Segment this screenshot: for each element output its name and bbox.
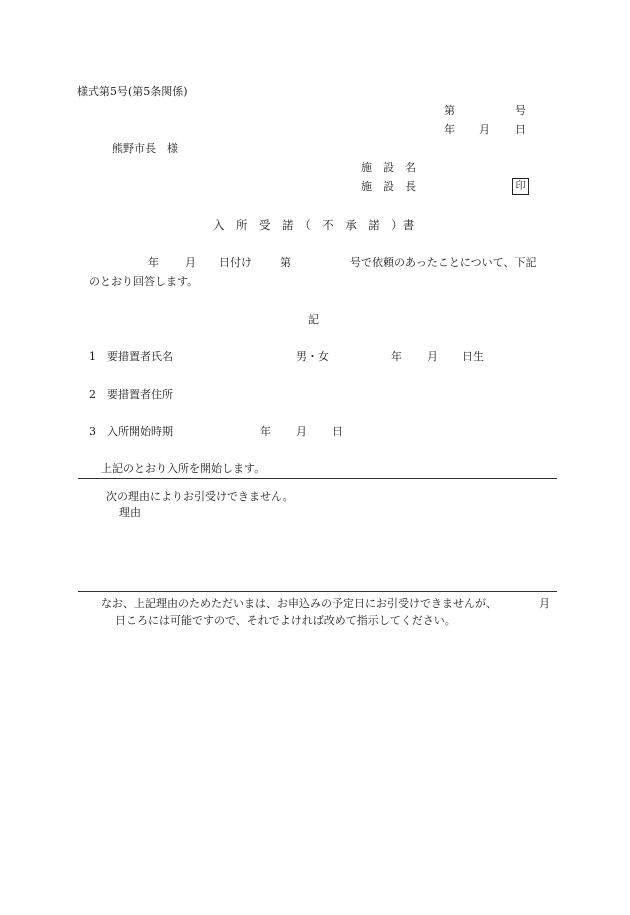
item1-month: 月 [427, 350, 438, 363]
form-number: 様式第5号(第5条関係) [77, 85, 188, 98]
body-text-line2: のとおり回答します。 [89, 275, 199, 288]
item3-year: 年 [260, 425, 271, 438]
body-month: 月 [185, 256, 196, 269]
item1-birth: 日生 [462, 350, 484, 363]
body-text-line1: 号で依頼のあったことについて、下記 [350, 256, 537, 269]
facility-head-label: 施 設 長 [361, 180, 416, 193]
seal-icon: 印 [512, 178, 529, 195]
body-dai: 第 [280, 256, 291, 269]
note-line2: 日ころには可能ですので、それでよければ改めて指示してください。 [115, 614, 456, 627]
item1-label: 要措置者氏名 [107, 350, 173, 363]
date-day: 日 [515, 123, 526, 136]
divider-top [78, 478, 557, 479]
addressee: 熊野市長 様 [112, 142, 178, 155]
reject-text: 次の理由によりお引受けできません。 [106, 490, 294, 503]
doc-number-dai: 第 [444, 104, 455, 117]
item3-month: 月 [296, 425, 307, 438]
date-year: 年 [444, 123, 455, 136]
item3-label: 入所開始時期 [107, 425, 173, 438]
item3-day: 日 [332, 425, 343, 438]
item2-number: 2 [89, 388, 96, 401]
item1-number: 1 [89, 350, 96, 363]
item2-label: 要措置者住所 [107, 388, 173, 401]
note-line1: なお、上記理由のためただいまは、お申込みの予定日にお引受けできませんが、 [101, 597, 497, 610]
accept-text: 上記のとおり入所を開始します。 [101, 462, 266, 475]
item1-year: 年 [391, 350, 402, 363]
reason-label: 理由 [119, 506, 141, 519]
divider-bottom [78, 591, 557, 592]
body-year: 年 [148, 256, 159, 269]
facility-name-label: 施 設 名 [361, 161, 416, 174]
doc-number-go: 号 [515, 104, 526, 117]
item1-gender: 男・女 [296, 350, 329, 363]
date-month: 月 [479, 123, 490, 136]
note-line1-month: 月 [539, 597, 550, 610]
body-date: 日付け [219, 256, 252, 269]
item3-number: 3 [89, 425, 96, 438]
document-title: 入 所 受 諾 （ 不 承 諾 ）書 [213, 218, 415, 232]
ki-heading: 記 [308, 313, 319, 326]
